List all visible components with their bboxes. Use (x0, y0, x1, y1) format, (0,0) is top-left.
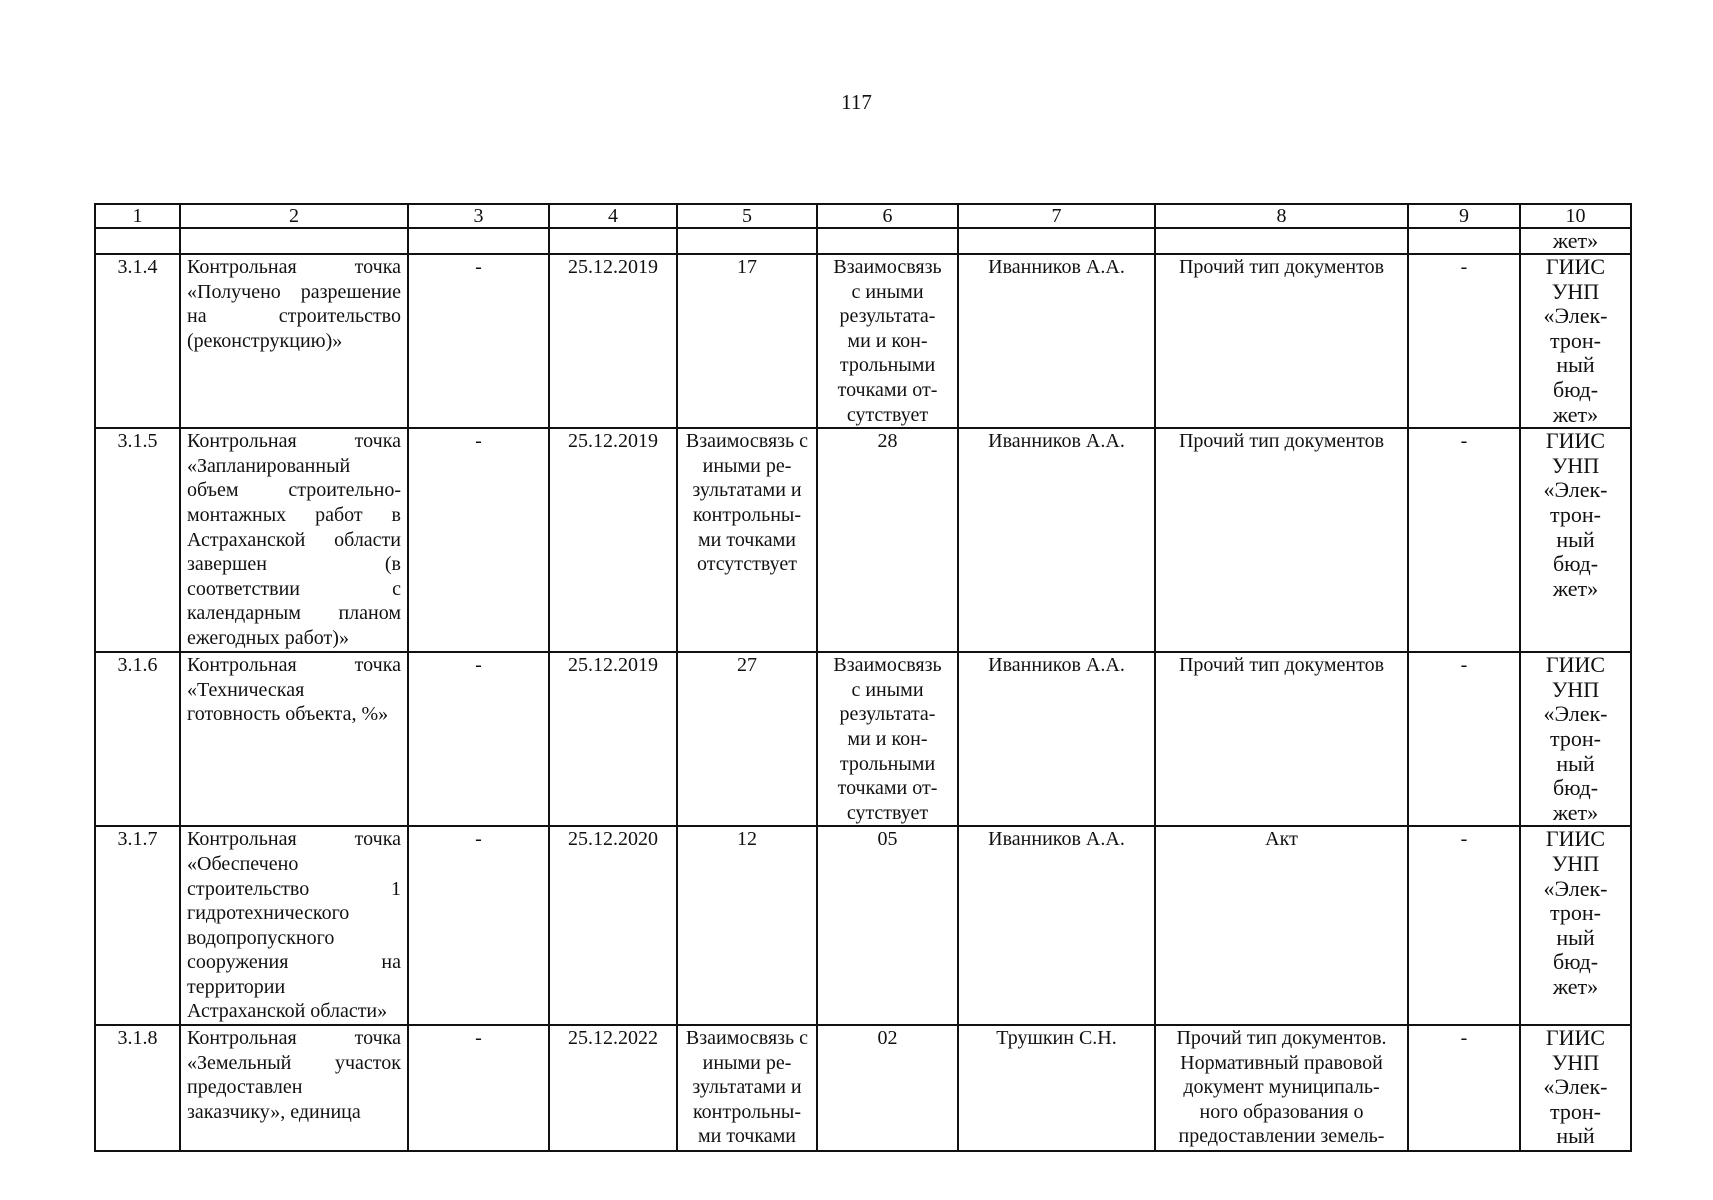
col3-cell: - (408, 1025, 549, 1151)
doc-type-cell: Прочий тип документов (1155, 254, 1408, 428)
system-cell: ГИИС УНП «Элек- трон- ный бюд- жет» (1520, 428, 1631, 652)
date-cell: 25.12.2022 (549, 1025, 677, 1151)
continuation-cell: жет» (1520, 228, 1631, 254)
col3-cell: - (408, 652, 549, 826)
column-number: 2 (180, 204, 408, 228)
row-number: 3.1.6 (95, 652, 180, 826)
column-number: 4 (549, 204, 677, 228)
column-number: 5 (677, 204, 817, 228)
control-points-table (94, 203, 1632, 1152)
column-number: 1 (95, 204, 180, 228)
table-row (95, 652, 1631, 826)
table-row (95, 428, 1631, 652)
col6-cell: 02 (817, 1025, 958, 1151)
col9-cell: - (1408, 1025, 1520, 1151)
control-point-name: Контрольная точка «Техническая готовность объекта, %» (180, 652, 408, 826)
responsible-cell: Иванников А.А. (958, 254, 1155, 428)
page-number: 117 (841, 90, 872, 114)
responsible-cell: Трушкин С.Н. (958, 1025, 1155, 1151)
col6-cell: 28 (817, 428, 958, 652)
table-row (95, 1025, 1631, 1151)
col3-cell: - (408, 826, 549, 1025)
date-cell: 25.12.2019 (549, 254, 677, 428)
date-cell: 25.12.2020 (549, 826, 677, 1025)
responsible-cell: Иванников А.А. (958, 652, 1155, 826)
row-number: 3.1.8 (95, 1025, 180, 1151)
column-number: 7 (958, 204, 1155, 228)
col3-cell: - (408, 254, 549, 428)
column-number: 9 (1408, 204, 1520, 228)
column-number: 6 (817, 204, 958, 228)
table-row (95, 826, 1631, 1025)
doc-type-cell: Прочий тип документов (1155, 428, 1408, 652)
control-point-name: Контрольная точка «Получено разрешение на строительство (реконструкцию)» (180, 254, 408, 428)
row-number: 3.1.4 (95, 254, 180, 428)
col9-cell: - (1408, 826, 1520, 1025)
system-cell: ГИИС УНП «Элек- трон- ный бюд- жет» (1520, 254, 1631, 428)
col5-cell: 12 (677, 826, 817, 1025)
control-point-name: Контрольная точка «Запланированный объем строительно-монтажных работ в Астраханской области завершен (в соответствии с календарным планом ежегодных работ)» (180, 428, 408, 652)
column-number: 3 (408, 204, 549, 228)
col3-cell: - (408, 428, 549, 652)
col5-cell: Взаимосвязь с иными ре- зультатами и контрольны- ми точками отсутствует (677, 428, 817, 652)
column-number: 10 (1520, 204, 1631, 228)
doc-type-cell: Прочий тип документов (1155, 652, 1408, 826)
continuation-row (95, 228, 1631, 254)
col9-cell: - (1408, 652, 1520, 826)
col5-cell: 17 (677, 254, 817, 428)
control-point-name: Контрольная точка «Земельный участок предоставлен заказчику», единица (180, 1025, 408, 1151)
col9-cell: - (1408, 254, 1520, 428)
doc-type-cell: Прочий тип документов. Нормативный правовой документ муниципаль- ного образования о предоставлении земель- (1155, 1025, 1408, 1151)
responsible-cell: Иванников А.А. (958, 428, 1155, 652)
column-number: 8 (1155, 204, 1408, 228)
system-cell: ГИИС УНП «Элек- трон- ный (1520, 1025, 1631, 1151)
col5-cell: Взаимосвязь с иными ре- зультатами и контрольны- ми точками (677, 1025, 817, 1151)
row-number: 3.1.7 (95, 826, 180, 1025)
table-row (95, 254, 1631, 428)
responsible-cell: Иванников А.А. (958, 826, 1155, 1025)
column-number-row (95, 204, 1631, 228)
date-cell: 25.12.2019 (549, 652, 677, 826)
col6-cell: 05 (817, 826, 958, 1025)
col5-cell: 27 (677, 652, 817, 826)
row-number: 3.1.5 (95, 428, 180, 652)
col9-cell: - (1408, 428, 1520, 652)
col6-cell: Взаимосвязь с иными результата- ми и кон- трольными точками от- сутствует (817, 652, 958, 826)
doc-type-cell: Акт (1155, 826, 1408, 1025)
col6-cell: Взаимосвязь с иными результата- ми и кон- трольными точками от- сутствует (817, 254, 958, 428)
control-point-name: Контрольная точка «Обеспечено строительство 1 гидротехнического водопропускного сооружения на территории Астраханской области» (180, 826, 408, 1025)
system-cell: ГИИС УНП «Элек- трон- ный бюд- жет» (1520, 652, 1631, 826)
system-cell: ГИИС УНП «Элек- трон- ный бюд- жет» (1520, 826, 1631, 1025)
date-cell: 25.12.2019 (549, 428, 677, 652)
